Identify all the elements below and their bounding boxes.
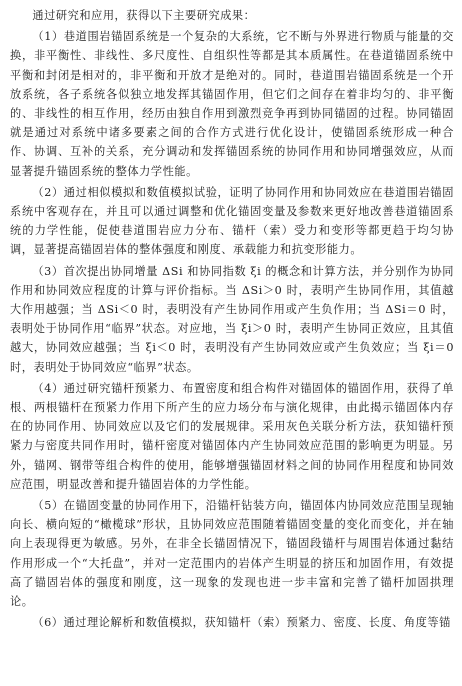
intro-paragraph: 通过研究和应用，获得以下主要研究成果：	[32, 9, 256, 22]
finding-1-paragraph: （1）巷道围岩锚固系统是一个复杂的大系统，它不断与外界进行物质与能量的交换，非平衡性、非线性、多尺度性、自组织性等都是其本质属性。在巷道锚固系统中平衡和封闭是相对的，非平衡和开放才是绝对的。同时，巷道围岩锚固系统是一个开放系统，各子系统各似独立地发挥其锚固作用，但它们之间存在着非均匀的、非平衡的、非线性的相互作用，经历由独自作用到激烈竞争再到协同锚固的过程。协同锚固就是通过对系统中诸多要素之间的合作方式进行优化设计，使锚固系统形成一种合作、协调、互补的关系，充分调动和发挥锚固系统的协同作用和协同增强效应，从而显著提升锚固系统的整体力学性能。	[10, 30, 454, 178]
finding-3-paragraph: （3）首次提出协同增量 ΔSi 和协同指数 ξi 的概念和计算方法，并分别作为协同作用和协同效应程度的计算与评价指标。当 ΔSi＞0 时，表明产生协同作用，其值越大作用越强；当 ΔSi＜0 时，表明没有产生协同作用或产生负作用；当 ΔSi＝0 时，表明处于协同作用“临界”状态。对应地，当 ξi＞0 时，表明产生协同正效应，且其值越大，协同效应越强；当 ξi＜0 时，表明没有产生协同效应或产生负效应；当 ξi＝0 时，表明处于协同效应“临界”状态。	[10, 264, 454, 374]
finding-6-paragraph: （6）通过理论解析和数值模拟，获知锚杆（索）预紧力、密度、长度、角度等锚	[32, 616, 451, 630]
finding-5-paragraph: （5）在锚固变量的协同作用下，沿锚杆钻装方向，锚固体内协同效应范围呈现轴向长、横向短的“橄榄球”形状，且协同效应范围随着锚固变量的变化而变化，并在轴向上表现得更为敏感。另外，在非全长锚固情况下，锚固段锚杆与周围岩体通过黏结作用形成一个“大托盘”，并对一定范围内的岩体产生明显的挤压和加固作用，有效提高了锚固岩体的强度和刚度，这一现象的发现也进一步丰富和完善了锚杆加固拱理论。	[10, 499, 454, 609]
finding-4-paragraph: （4）通过研究锚杆预紧力、布置密度和组合构件对锚固体的锚固作用，获得了单根、两根锚杆在预紧力作用下所产生的应力场分布与演化规律，由此揭示锚固体内存在的协同作用、协同效应以及它们的发展规律。采用灰色关联分析方法，获知锚杆预紧力与密度共同作用时，锚杆密度对锚固体内产生协同效应范围的影响更为明显。另外，锚网、钢带等组合构件的使用，能够增强锚固材料之间的协同作用程度和协同效应范围，明显改善和提升锚固岩体的力学性能。	[10, 381, 454, 491]
finding-2-paragraph: （2）通过相似模拟和数值模拟试验，证明了协同作用和协同效应在巷道围岩锚固系统中客观存在，并且可以通过调整和优化锚固变量及参数来更好地改善巷道锚固系统的力学性能，促使巷道围岩应力分布、锚杆（索）受力和变形等都更趋于均匀协调，显著提高锚固岩体的整体强度和刚度、承载能力和抗变形能力。	[10, 185, 454, 257]
